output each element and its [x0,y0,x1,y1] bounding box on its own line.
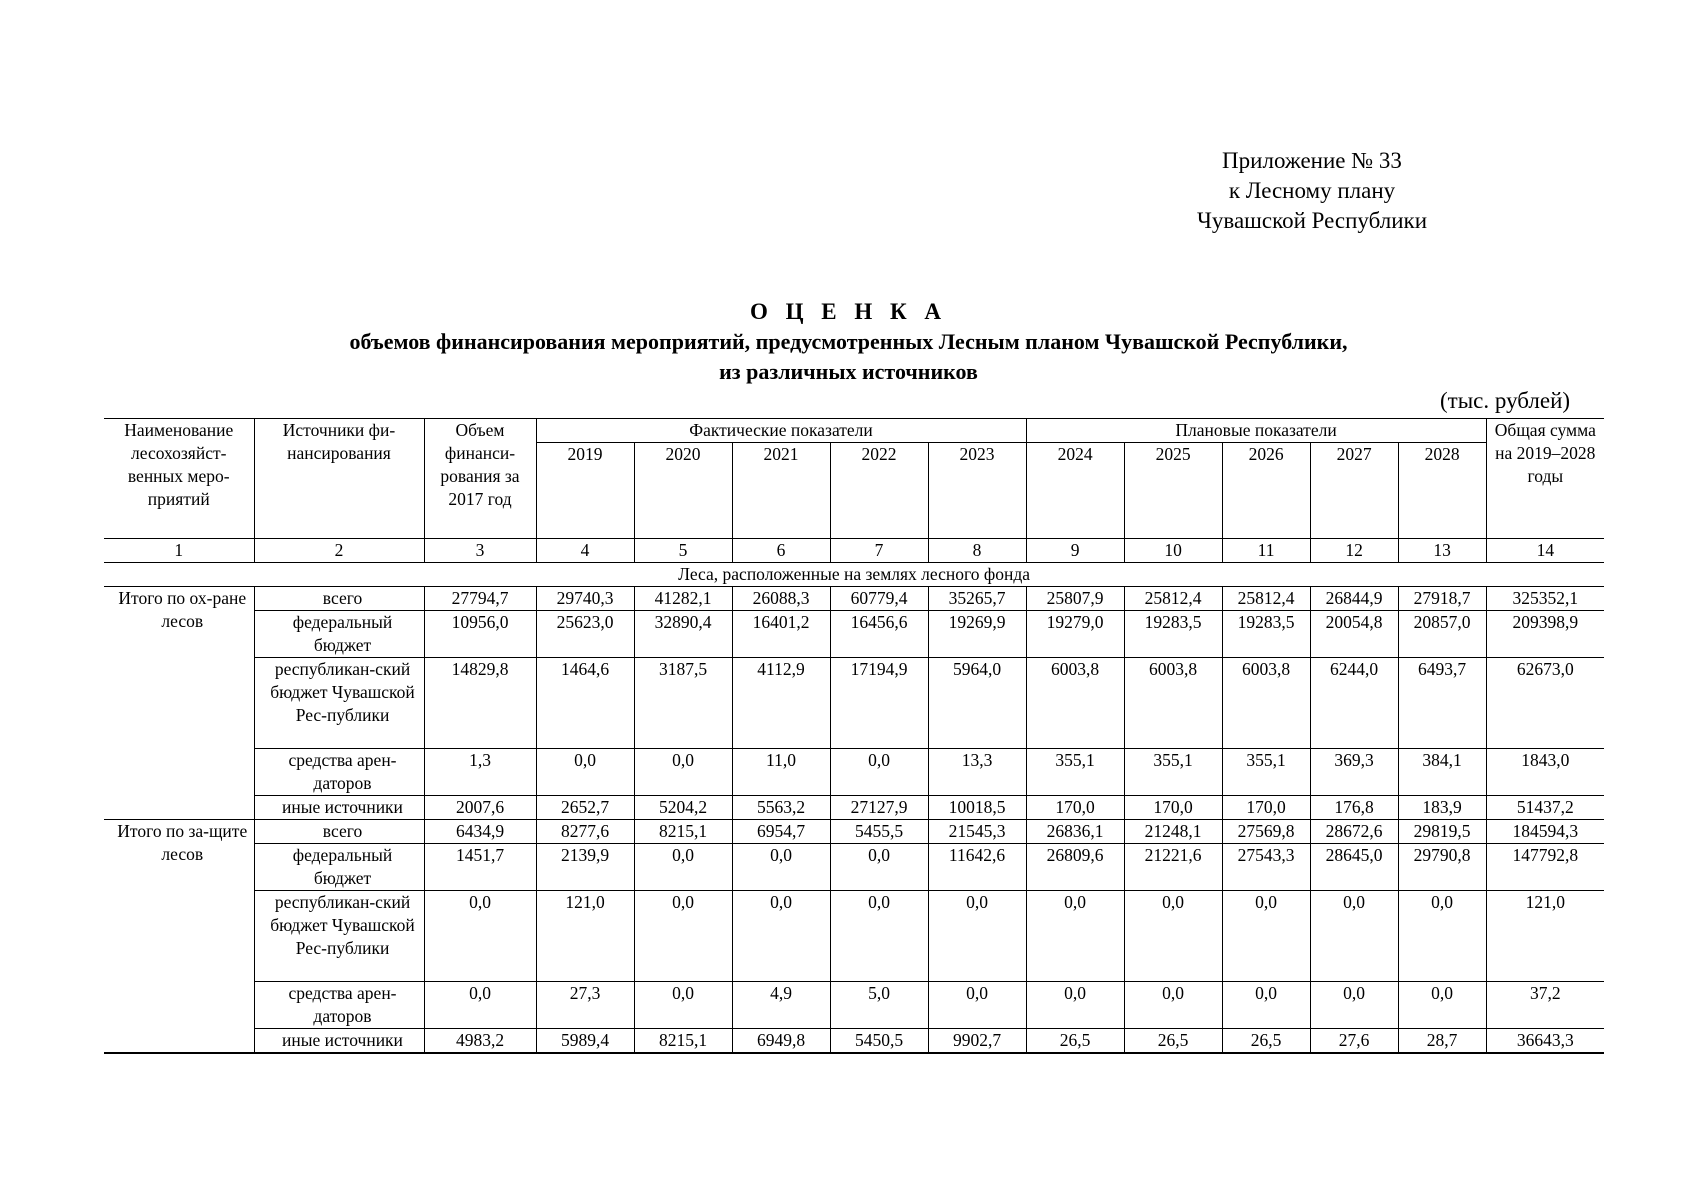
section-title: Леса, расположенные на землях лесного фонда [104,563,1604,587]
column-number: 2 [254,539,424,563]
value-cell: 6003,8 [1222,658,1310,749]
annex-line-3: Чувашской Республики [1196,208,1428,233]
value-cell: 0,0 [1124,891,1222,982]
table-row [104,820,1604,844]
title-main: О Ц Е Н К А [749,299,948,324]
value-cell: 0,0 [1222,982,1310,1029]
header-total: Общая сумма на 2019–2028 годы [1486,419,1604,539]
value-cell: 26088,3 [732,587,830,611]
value-cell: 25812,4 [1222,587,1310,611]
value-cell: 27,6 [1310,1029,1398,1054]
value-cell: 1464,6 [536,658,634,749]
value-cell: 0,0 [424,891,536,982]
value-cell: 6003,8 [1124,658,1222,749]
value-cell: 35265,7 [928,587,1026,611]
table-row [104,1029,1604,1054]
value-cell: 0,0 [830,749,928,796]
value-cell: 5204,2 [634,796,732,820]
value-cell: 20857,0 [1398,611,1486,658]
value-cell: 27918,7 [1398,587,1486,611]
table-row [104,587,1604,611]
table-row [104,658,1604,749]
value-cell: 9902,7 [928,1029,1026,1054]
value-cell: 2652,7 [536,796,634,820]
column-number: 12 [1310,539,1398,563]
value-cell: 21248,1 [1124,820,1222,844]
value-cell: 4,9 [732,982,830,1029]
header-year: 2021 [732,443,830,539]
column-number: 13 [1398,539,1486,563]
table-row [104,611,1604,658]
units-label: (тыс. рублей) [1440,388,1571,413]
value-cell: 21221,6 [1124,844,1222,891]
header-row-1 [104,419,1604,443]
value-cell: 176,8 [1310,796,1398,820]
section-row [104,563,1604,587]
value-cell: 19279,0 [1026,611,1124,658]
value-cell: 10956,0 [424,611,536,658]
header-sources: Источники фи-нансирования [254,419,424,539]
value-cell: 62673,0 [1486,658,1604,749]
value-cell: 0,0 [634,891,732,982]
source-name: федеральный бюджет [254,611,424,658]
value-cell: 27,3 [536,982,634,1029]
source-name: иные источники [254,796,424,820]
column-numbers-row [104,539,1604,563]
value-cell: 384,1 [1398,749,1486,796]
value-cell: 5964,0 [928,658,1026,749]
table-row [104,796,1604,820]
value-cell: 6434,9 [424,820,536,844]
value-cell: 0,0 [1026,891,1124,982]
value-cell: 51437,2 [1486,796,1604,820]
column-number: 9 [1026,539,1124,563]
value-cell: 6493,7 [1398,658,1486,749]
value-cell: 3187,5 [634,658,732,749]
value-cell: 0,0 [424,982,536,1029]
value-cell: 37,2 [1486,982,1604,1029]
document-title [0,297,1697,387]
value-cell: 28645,0 [1310,844,1398,891]
source-name: иные источники [254,1029,424,1054]
value-cell: 25807,9 [1026,587,1124,611]
source-name: средства арен-даторов [254,982,424,1029]
value-cell: 41282,1 [634,587,732,611]
financing-table [104,418,1604,1054]
column-number: 1 [104,539,254,563]
value-cell: 26,5 [1222,1029,1310,1054]
annex-line-2: к Лесному плану [1228,178,1396,203]
value-cell: 5563,2 [732,796,830,820]
column-number: 14 [1486,539,1604,563]
source-name: республикан-ский бюджет Чувашской Рес-публики [254,891,424,982]
value-cell: 355,1 [1124,749,1222,796]
value-cell: 0,0 [732,891,830,982]
value-cell: 0,0 [1398,982,1486,1029]
value-cell: 29819,5 [1398,820,1486,844]
value-cell: 2139,9 [536,844,634,891]
value-cell: 184594,3 [1486,820,1604,844]
value-cell: 355,1 [1222,749,1310,796]
value-cell: 170,0 [1222,796,1310,820]
value-cell: 5,0 [830,982,928,1029]
table-row [104,982,1604,1029]
value-cell: 17194,9 [830,658,928,749]
title-line-2: объемов финансирования мероприятий, предусмотренных Лесным планом Чувашской Республики, [349,329,1348,354]
value-cell: 369,3 [1310,749,1398,796]
value-cell: 0,0 [634,749,732,796]
value-cell: 355,1 [1026,749,1124,796]
annex-line-1: Приложение № 33 [1222,148,1402,173]
value-cell: 29790,8 [1398,844,1486,891]
value-cell: 147792,8 [1486,844,1604,891]
value-cell: 27127,9 [830,796,928,820]
value-cell: 0,0 [1026,982,1124,1029]
value-cell: 4112,9 [732,658,830,749]
value-cell: 170,0 [1124,796,1222,820]
value-cell: 0,0 [1222,891,1310,982]
value-cell: 19269,9 [928,611,1026,658]
source-name: всего [254,820,424,844]
column-number: 6 [732,539,830,563]
value-cell: 60779,4 [830,587,928,611]
column-number: 3 [424,539,536,563]
value-cell: 13,3 [928,749,1026,796]
source-name: средства арен-даторов [254,749,424,796]
column-number: 8 [928,539,1026,563]
value-cell: 10018,5 [928,796,1026,820]
activity-name: Итого по ох-ране лесов [104,587,254,820]
value-cell: 209398,9 [1486,611,1604,658]
header-year: 2022 [830,443,928,539]
header-year: 2027 [1310,443,1398,539]
value-cell: 19283,5 [1222,611,1310,658]
header-planned: Плановые показатели [1026,419,1486,443]
value-cell: 121,0 [536,891,634,982]
value-cell: 0,0 [732,844,830,891]
column-number: 11 [1222,539,1310,563]
value-cell: 5450,5 [830,1029,928,1054]
value-cell: 1451,7 [424,844,536,891]
value-cell: 29740,3 [536,587,634,611]
table-row [104,891,1604,982]
annex-block [1172,146,1452,236]
column-number: 5 [634,539,732,563]
value-cell: 26809,6 [1026,844,1124,891]
column-number: 10 [1124,539,1222,563]
value-cell: 0,0 [1398,891,1486,982]
activity-name: Итого по за-щите лесов [104,820,254,1054]
value-cell: 6244,0 [1310,658,1398,749]
value-cell: 19283,5 [1124,611,1222,658]
value-cell: 0,0 [830,844,928,891]
header-year: 2024 [1026,443,1124,539]
column-number: 4 [536,539,634,563]
value-cell: 32890,4 [634,611,732,658]
title-line-3: из различных источников [719,359,978,384]
value-cell: 5989,4 [536,1029,634,1054]
source-name: федеральный бюджет [254,844,424,891]
value-cell: 5455,5 [830,820,928,844]
value-cell: 0,0 [1310,982,1398,1029]
value-cell: 121,0 [1486,891,1604,982]
value-cell: 28,7 [1398,1029,1486,1054]
header-year: 2025 [1124,443,1222,539]
value-cell: 0,0 [1124,982,1222,1029]
header-volume-2017: Объем финанси-рования за 2017 год [424,419,536,539]
header-year: 2019 [536,443,634,539]
value-cell: 26844,9 [1310,587,1398,611]
value-cell: 183,9 [1398,796,1486,820]
value-cell: 27794,7 [424,587,536,611]
value-cell: 8215,1 [634,1029,732,1054]
value-cell: 0,0 [1310,891,1398,982]
source-name: всего [254,587,424,611]
value-cell: 25812,4 [1124,587,1222,611]
value-cell: 0,0 [928,982,1026,1029]
header-actual: Фактические показатели [536,419,1026,443]
value-cell: 26836,1 [1026,820,1124,844]
value-cell: 1843,0 [1486,749,1604,796]
value-cell: 14829,8 [424,658,536,749]
header-year: 2028 [1398,443,1486,539]
value-cell: 26,5 [1026,1029,1124,1054]
value-cell: 28672,6 [1310,820,1398,844]
value-cell: 325352,1 [1486,587,1604,611]
value-cell: 16401,2 [732,611,830,658]
value-cell: 36643,3 [1486,1029,1604,1054]
value-cell: 25623,0 [536,611,634,658]
table-row [104,844,1604,891]
value-cell: 21545,3 [928,820,1026,844]
source-name: республикан-ский бюджет Чувашской Рес-публики [254,658,424,749]
header-year: 2023 [928,443,1026,539]
value-cell: 4983,2 [424,1029,536,1054]
value-cell: 27569,8 [1222,820,1310,844]
value-cell: 11642,6 [928,844,1026,891]
value-cell: 6954,7 [732,820,830,844]
value-cell: 1,3 [424,749,536,796]
value-cell: 2007,6 [424,796,536,820]
value-cell: 170,0 [1026,796,1124,820]
value-cell: 6949,8 [732,1029,830,1054]
value-cell: 11,0 [732,749,830,796]
header-year: 2020 [634,443,732,539]
value-cell: 0,0 [928,891,1026,982]
value-cell: 8277,6 [536,820,634,844]
value-cell: 0,0 [634,844,732,891]
value-cell: 0,0 [634,982,732,1029]
value-cell: 27543,3 [1222,844,1310,891]
header-year: 2026 [1222,443,1310,539]
header-activity: Наименование лесохозяйст-венных меро-приятий [104,419,254,539]
value-cell: 16456,6 [830,611,928,658]
value-cell: 0,0 [830,891,928,982]
column-number: 7 [830,539,928,563]
table-row [104,749,1604,796]
value-cell: 8215,1 [634,820,732,844]
value-cell: 26,5 [1124,1029,1222,1054]
value-cell: 0,0 [536,749,634,796]
value-cell: 6003,8 [1026,658,1124,749]
value-cell: 20054,8 [1310,611,1398,658]
